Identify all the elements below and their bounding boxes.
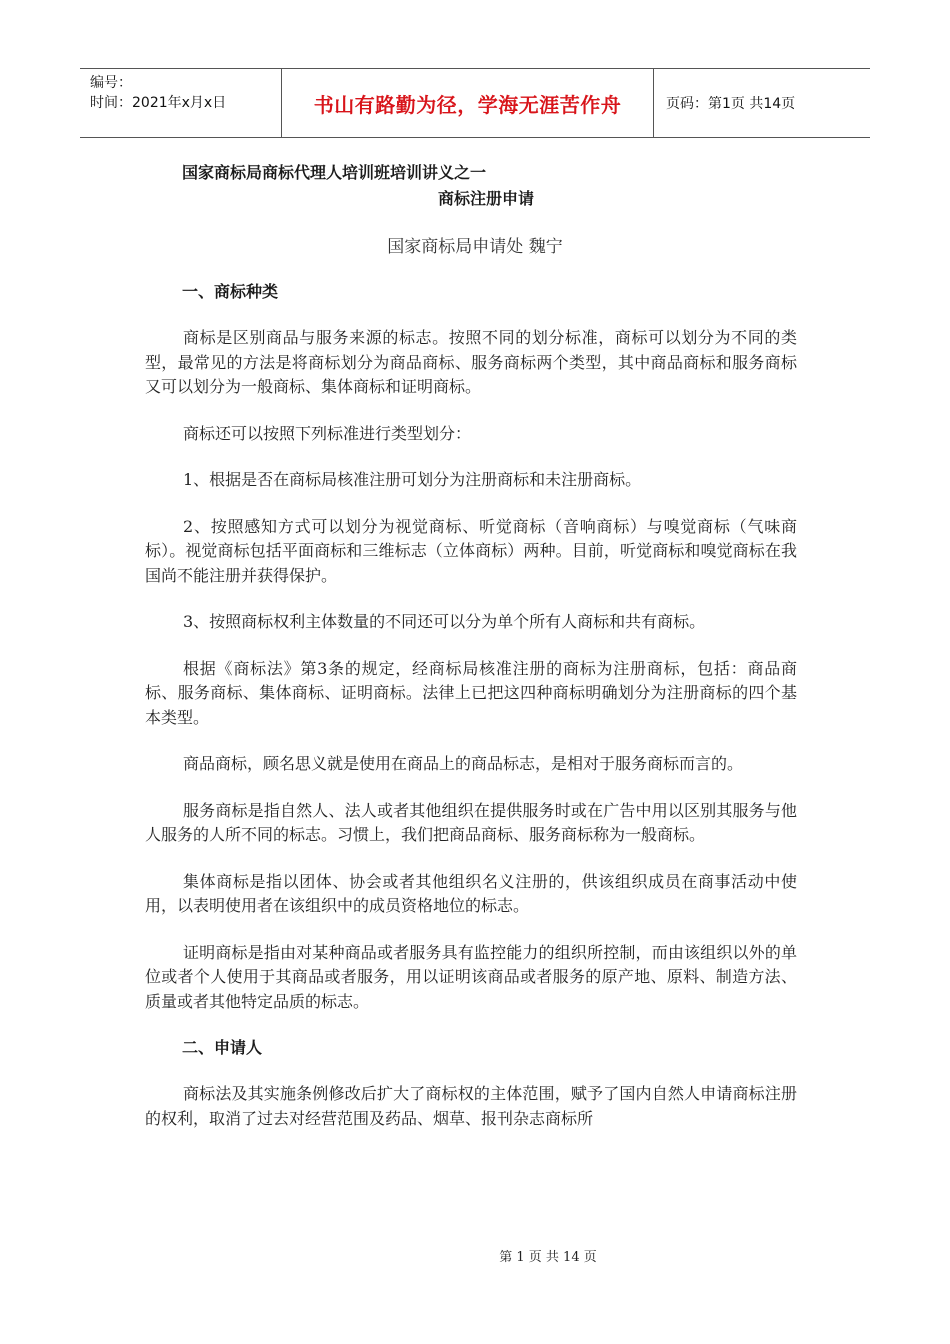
paragraph: 证明商标是指由对某种商品或者服务具有监控能力的组织所控制，而由该组织以外的单位或者个人使用于其商品或者服务，用以证明该商品或者服务的原产地、原料、制造方法、质量或者其他特定品质的标志。 xyxy=(145,942,797,1011)
paragraph: 1、根据是否在商标局核准注册可划分为注册商标和未注册商标。 xyxy=(183,470,642,489)
motto-cell xyxy=(282,69,654,137)
paragraph: 商标法及其实施条例修改后扩大了商标权的主体范围，赋予了国内自然人申请商标注册的权利，取消了过去对经营范围及药品、烟草、报刊杂志商标所 xyxy=(145,1084,797,1128)
paragraph: 根据《商标法》第3条的规定，经商标局核准注册的商标为注册商标，包括：商品商标、服务商标、集体商标、证明商标。法律上已把这四种商标明确划分为注册商标的四个基本类型。 xyxy=(145,658,797,727)
paragraph: 集体商标是指以团体、协会或者其他组织名义注册的，供该组织成员在商事活动中使用，以表明使用者在该组织中的成员资格地位的标志。 xyxy=(145,871,797,915)
number-label: 编号： xyxy=(90,75,132,91)
paragraph: 服务商标是指自然人、法人或者其他组织在提供服务时或在广告中用以区别其服务与他人服务的人所不同的标志。习惯上，我们把商品商标、服务商标称为一般商标。 xyxy=(145,800,797,844)
document-title: 国家商标局商标代理人培训班培训讲义之一 xyxy=(182,163,487,182)
document-subtitle: 商标注册申请 xyxy=(438,189,535,208)
header-meta-cell xyxy=(80,69,282,137)
paragraph: 商标还可以按照下列标准进行类型划分： xyxy=(183,423,472,443)
page-info-cell xyxy=(654,69,870,137)
paragraph: 商标是区别商品与服务来源的标志。按照不同的划分标准，商标可以划分为不同的类型，最常见的方法是将商标划分为商品商标、服务商标两个类型，其中商品商标和服务商标又可以划分为一般商标、集体商标和证明商标。 xyxy=(145,328,797,396)
page-header xyxy=(80,68,870,138)
section-heading: 二、申请人 xyxy=(182,1038,263,1057)
paragraph: 3、按照商标权利主体数量的不同还可以分为单个所有人商标和共有商标。 xyxy=(183,612,706,631)
motto-text: 书山有路勤为径，学海无涯苦作舟 xyxy=(313,92,622,117)
date-label: 时间：2021年x月x日 xyxy=(90,95,227,111)
footer-page-number: 第 1 页 共 14 页 xyxy=(499,1250,597,1265)
page-label: 页码：第1页 共14页 xyxy=(666,96,796,112)
document-author: 国家商标局申请处 魏宁 xyxy=(387,237,563,257)
paragraph: 2、按照感知方式可以划分为视觉商标、听觉商标（音响商标）与嗅觉商标（气味商标）。视觉商标包括平面商标和三维标志（立体商标）两种。目前，听觉商标和嗅觉商标在我国尚不能注册并获得保护。 xyxy=(145,516,797,585)
document-body xyxy=(145,280,797,1153)
paragraph: 商品商标，顾名思义就是使用在商品上的商品标志，是相对于服务商标而言的。 xyxy=(183,754,744,773)
page-footer xyxy=(0,1246,950,1265)
section-heading: 一、商标种类 xyxy=(182,282,279,301)
